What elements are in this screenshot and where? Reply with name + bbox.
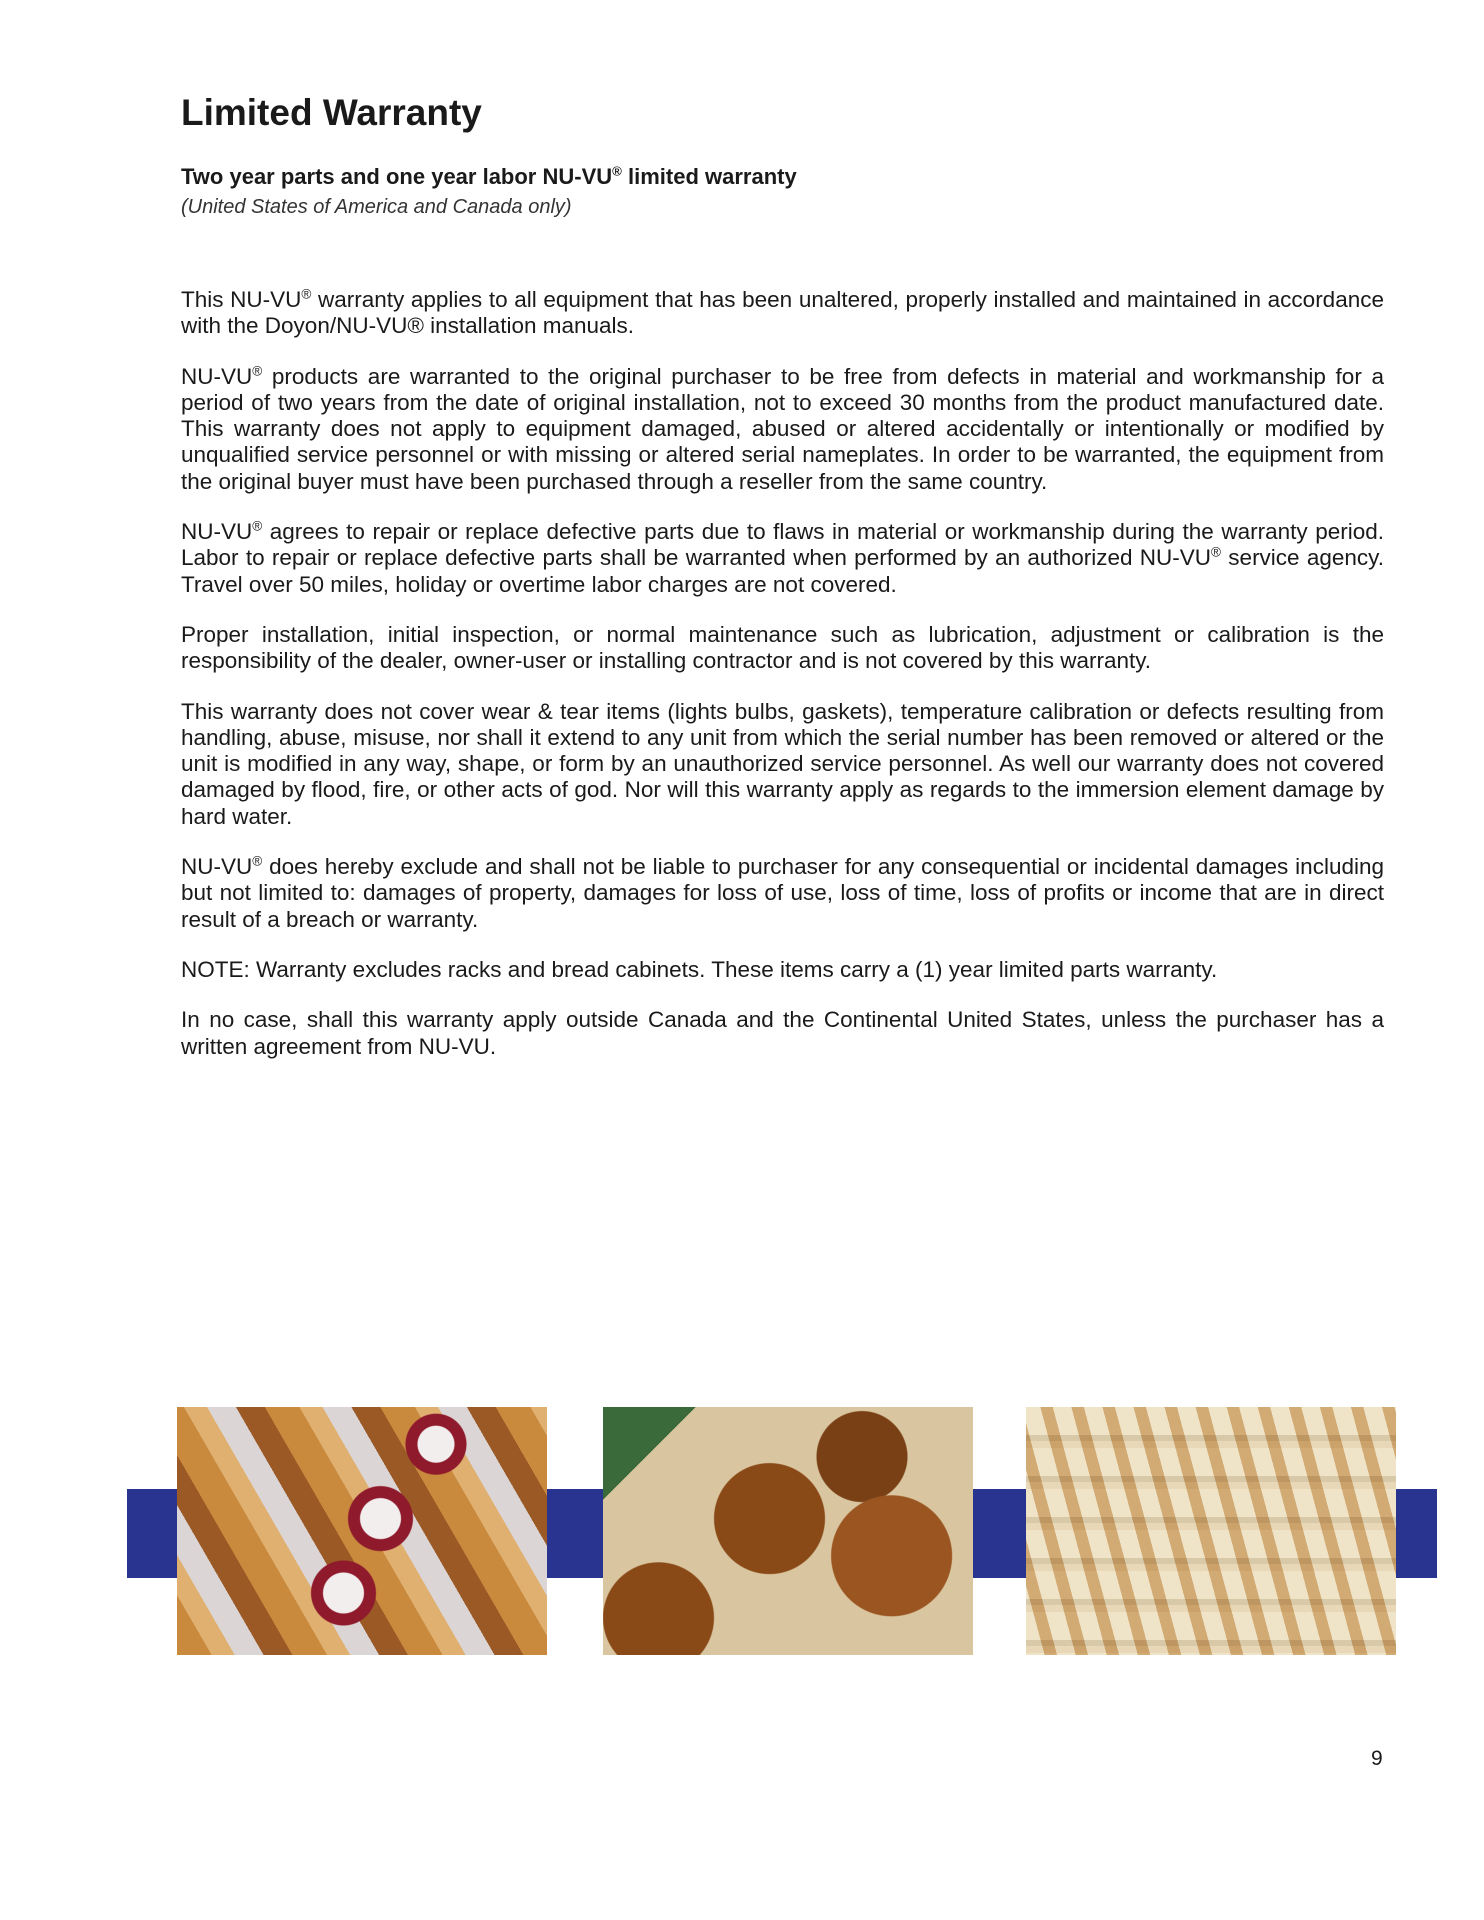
paragraph-exclusions: This warranty does not cover wear & tear items (lights bulbs, gaskets), temperature calibration or defects resulting from handling, abuse, misuse, nor shall it extend to any unit from which the serial number has been removed or altered or the unit is modified in any way, shape, or form by an unauthorized service personnel. As well our warranty does not covered damaged by flood, fire, or other acts of god. Nor will this warranty apply as regards to the immersion element damage by hard water. bbox=[181, 698, 1384, 829]
paragraph-territory: In no case, shall this warranty apply outside Canada and the Continental United States, unless the purchaser has a written agreement from NU-VU. bbox=[181, 1007, 1384, 1059]
page-title: Limited Warranty bbox=[181, 92, 482, 133]
bread-rack-photo bbox=[1026, 1407, 1396, 1655]
paragraph-installation: Proper installation, initial inspection, or normal maintenance such as lubrication, adjustment or calibration is the responsibility of the dealer, owner-user or installing contractor and is not covered by this warranty. bbox=[181, 621, 1384, 674]
sticky-buns-photo bbox=[603, 1407, 973, 1655]
registered-mark: ® bbox=[612, 163, 622, 179]
paragraph-note: NOTE: Warranty excludes racks and bread cabinets. These items carry a (1) year limited parts warranty. bbox=[181, 956, 1218, 982]
paragraph-repair: NU-VU® agrees to repair or replace defective parts due to flaws in material or workmanship during the warranty period. Labor to repair or replace defective parts shall be warranted when performed by an authorized NU-VU® service agency. Travel over 50 miles, holiday or overtime labor charges are not covered. bbox=[181, 518, 1385, 597]
page-number: 9 bbox=[1371, 1747, 1383, 1770]
pastries-photo bbox=[177, 1407, 547, 1655]
region-note: (United States of America and Canada only) bbox=[181, 196, 572, 218]
paragraph-applicability: This NU-VU® warranty applies to all equipment that has been unaltered, properly installed and maintained in accordance with the Doyon/NU-VU® installation manuals. bbox=[181, 286, 1384, 339]
paragraph-coverage: NU-VU® products are warranted to the original purchaser to be free from defects in material and workmanship for a period of two years from the date of original installation, not to exceed 30 months from the product manufactured date. This warranty does not apply to equipment damaged, abused or altered accidentally or intentionally or modified by unqualified service personnel or with missing or altered serial nameplates. In order to be warranted, the equipment from the original buyer must have been purchased through a reseller from the same country. bbox=[181, 363, 1384, 494]
subtitle-text: Two year parts and one year labor NU-VU bbox=[181, 164, 613, 189]
warranty-body bbox=[181, 287, 1384, 1084]
subtitle-text-end: limited warranty bbox=[621, 164, 797, 189]
warranty-subtitle bbox=[181, 164, 797, 190]
paragraph-liability: NU-VU® does hereby exclude and shall not be liable to purchaser for any consequential or incidental damages including but not limited to: damages of property, damages for loss of use, loss of time, loss of profits or income that are in direct result of a breach or warranty. bbox=[181, 853, 1384, 932]
